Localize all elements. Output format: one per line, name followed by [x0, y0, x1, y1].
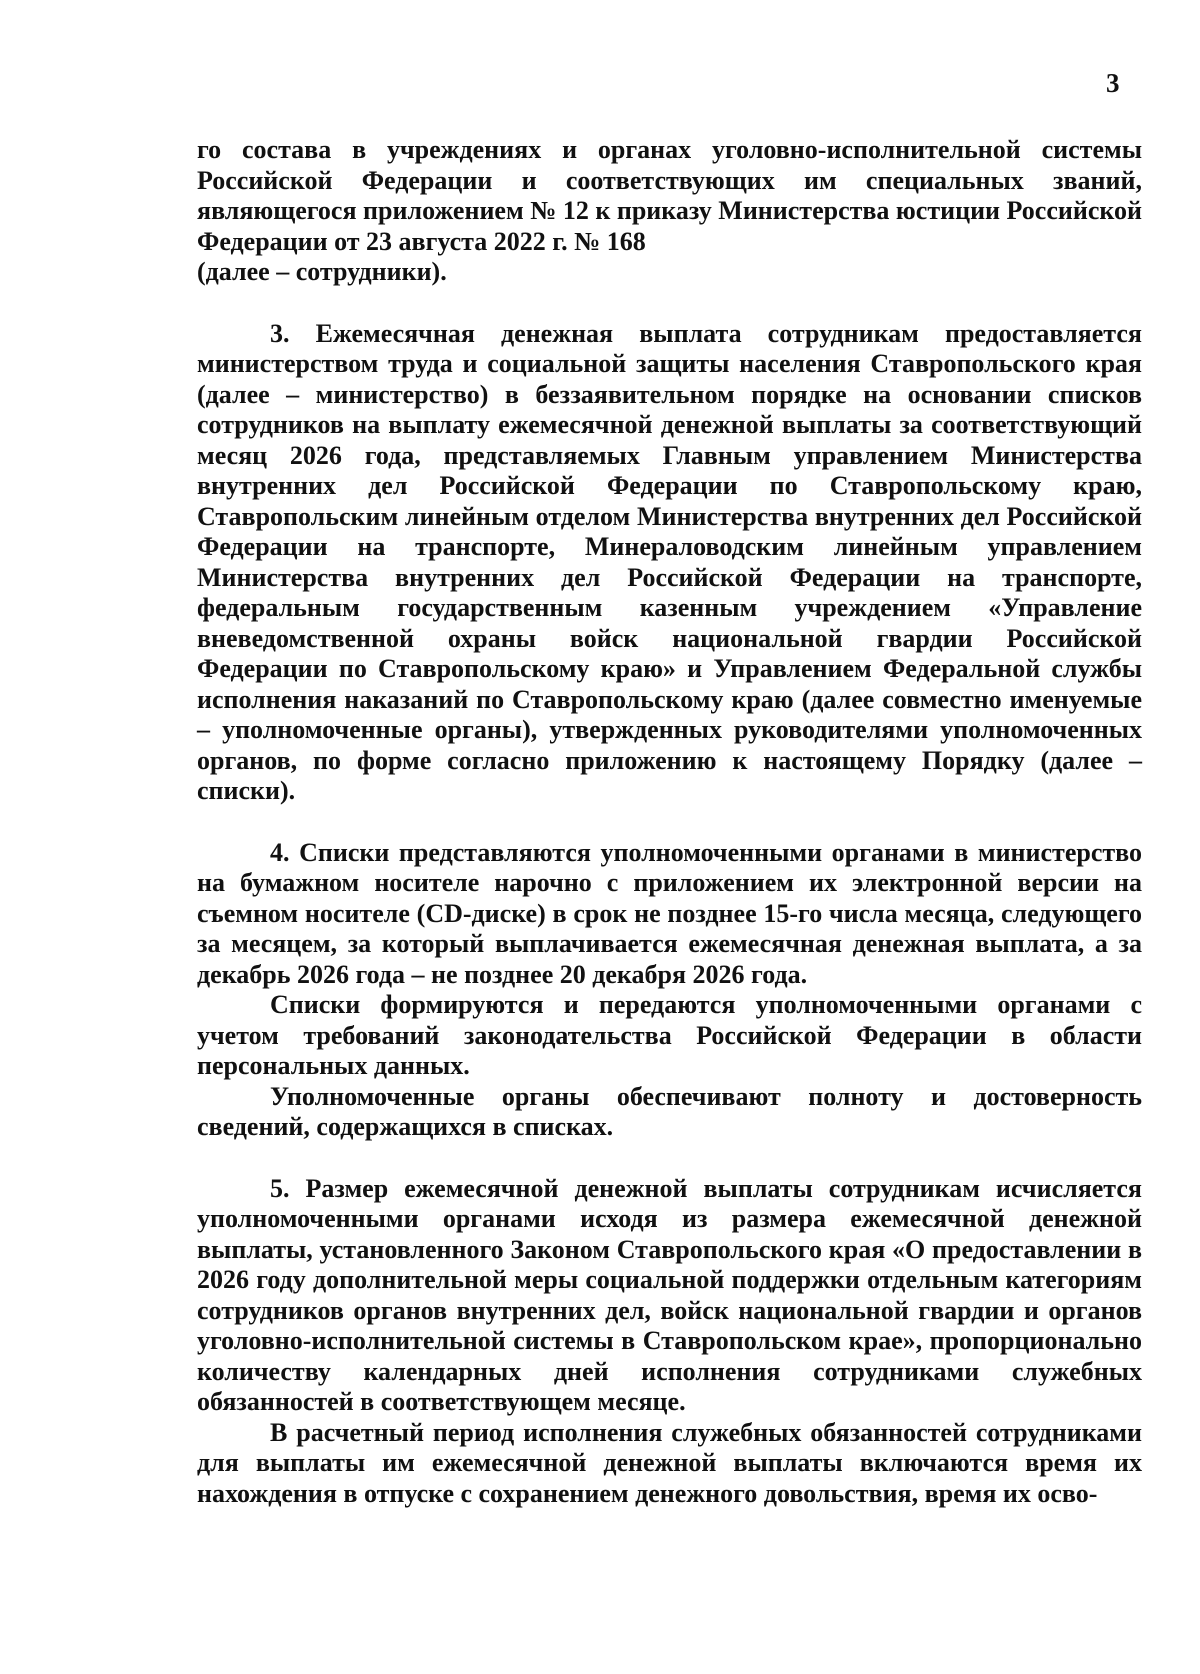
paragraph-4: 4. Списки представляются уполномоченными органами в министерство на бумажном носителе нарочно с приложением их электронной версии на съемном носителе (CD-диске) в срок не позднее 15-го числа месяца, следующего за месяцем, за который выплачивается ежемесячная денежная выплата, а за декабрь 2026 года – не позднее 20 декабря 2026 года.	[197, 837, 1142, 989]
continuation-tail: (далее – сотрудники).	[197, 257, 447, 286]
page-number: 3	[1106, 68, 1120, 98]
paragraph-5-calculation-period: В расчетный период исполнения служебных обязанностей сотрудниками для выплаты им ежемесячной денежной выплаты включаются время их нахождения в отпуске с сохранением денежного довольствия, время их осво-	[197, 1417, 1142, 1508]
paragraph-4-lists-formation: Списки формируются и передаются уполномоченными органами с учетом требований законодательства Российской Федерации в области персональных данных.	[197, 990, 1142, 1080]
paragraph-4-completeness: Уполномоченные органы обеспечивают полноту и достоверность сведений, содержащихся в списках.	[197, 1081, 1142, 1141]
document-body	[197, 135, 1142, 1509]
paragraph-3: 3. Ежемесячная денежная выплата сотрудникам предоставляется министерством труда и социальной защиты населения Ставропольского края (далее – министерство) в беззаявительном порядке на основании списков сотрудников на выплату ежемесячной денежной выплаты за соответствующий месяц 2026 года, представляемых Главным управлением Министерства внутренних дел Российской Федерации по Ставропольскому краю, Ставропольским линейным отделом Министерства внутренних дел Российской Федерации на транспорте, Минераловодским линейным управлением Министерства внутренних дел Российской Федерации на транспорте, федеральным государственным казенным учреждением «Управление вневедомственной охраны войск национальной гвардии Российской Федерации по Ставропольскому краю» и Управлением Федеральной службы исполнения наказаний по Ставропольскому краю (далее совместно именуемые – уполномоченные органы), утвержденных руководителями уполномоченных органов, по форме согласно приложению к настоящему Порядку (далее – списки).	[197, 318, 1142, 805]
paragraph-5: 5. Размер ежемесячной денежной выплаты сотрудникам исчисляется уполномоченными органами исходя из размера ежемесячной денежной выплаты, установленного Законом Ставропольского края «О предоставлении в 2026 году дополнительной меры социальной поддержки отдельным категориям сотрудников органов внутренних дел, войск национальной гвардии и органов уголовно-исполнительной системы в Ставропольском крае», пропорционально количеству календарных дней исполнения сотрудниками служебных обязанностей в соответствующем месяце.	[197, 1173, 1142, 1416]
continuation-paragraph: го состава в учреждениях и органах уголовно-исполнительной системы Российской Федерации и соответствующих им специальных званий, являющегося приложением № 12 к приказу Министерства юстиции Российской Федерации от 23 августа 2022 г. № 168	[197, 135, 1142, 256]
